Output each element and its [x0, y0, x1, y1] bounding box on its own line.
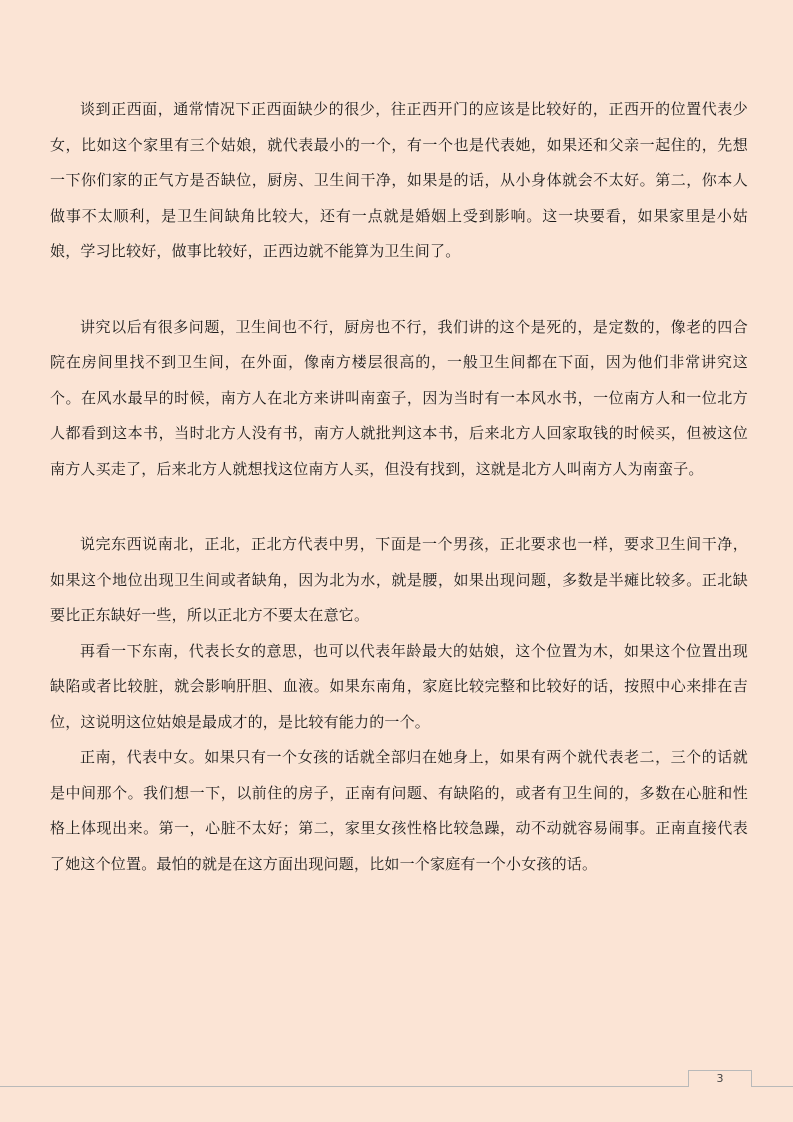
paragraph-north: 说完东西说南北，正北，正北方代表中男，下面是一个男孩，正北要求也一样，要求卫生间干净，如果这个地位出现卫生间或者缺角，因为北为水，就是腰，如果出现问题，多数是半瘫比较多。正北缺要比正东缺好一些，所以正北方不要太在意它。: [50, 535, 748, 624]
document-body: [50, 92, 748, 882]
paragraph-south: 正南，代表中女。如果只有一个女孩的话就全部归在她身上，如果有两个就代表老二，三个的话就是中间那个。我们想一下，以前住的房子，正南有问题、有缺陷的，或者有卫生间的，多数在心脏和性格上体现出来。第一，心脏不太好；第二，家里女孩性格比较急躁，动不动就容易闹事。正南直接代表了她这个位置。最怕的就是在这方面出现问题，比如一个家庭有一个小女孩的话。: [50, 748, 748, 873]
page-number: 3: [688, 1070, 752, 1087]
paragraph-bathroom-history: 讲究以后有很多问题，卫生间也不行，厨房也不行，我们讲的这个是死的，是定数的，像老的四合院在房间里找不到卫生间，在外面，像南方楼层很高的，一般卫生间都在下面，因为他们非常讲究这个。在风水最早的时候，南方人在北方来讲叫南蛮子，因为当时有一本风水书，一位南方人和一位北方人都看到这本书，当时北方人没有书，南方人就批判这本书，后来北方人回家取钱的时候买，但被这位南方人买走了，后来北方人就想找这位南方人买，但没有找到，这就是北方人叫南方人为南蛮子。: [50, 317, 748, 478]
footer-divider: [0, 1086, 793, 1087]
paragraph-southeast: 再看一下东南，代表长女的意思，也可以代表年龄最大的姑娘，这个位置为木，如果这个位置出现缺陷或者比较脏，就会影响肝胆、血液。如果东南角，家庭比较完整和比较好的话，按照中心来排在吉位，这说明这位姑娘是最成才的，是比较有能力的一个。: [50, 641, 748, 731]
paragraph-west: 谈到正西面，通常情况下正西面缺少的很少，往正西开门的应该是比较好的，正西开的位置代表少女，比如这个家里有三个姑娘，就代表最小的一个，有一个也是代表她，如果还和父亲一起住的，先想一下你们家的正气方是否缺位，厨房、卫生间干净，如果是的话，从小身体就会不太好。第二，你本人做事不太顺利，是卫生间缺角比较大，还有一点就是婚姻上受到影响。这一块要看，如果家里是小姑娘，学习比较好，做事比较好，正西边就不能算为卫生间了。: [50, 100, 748, 260]
